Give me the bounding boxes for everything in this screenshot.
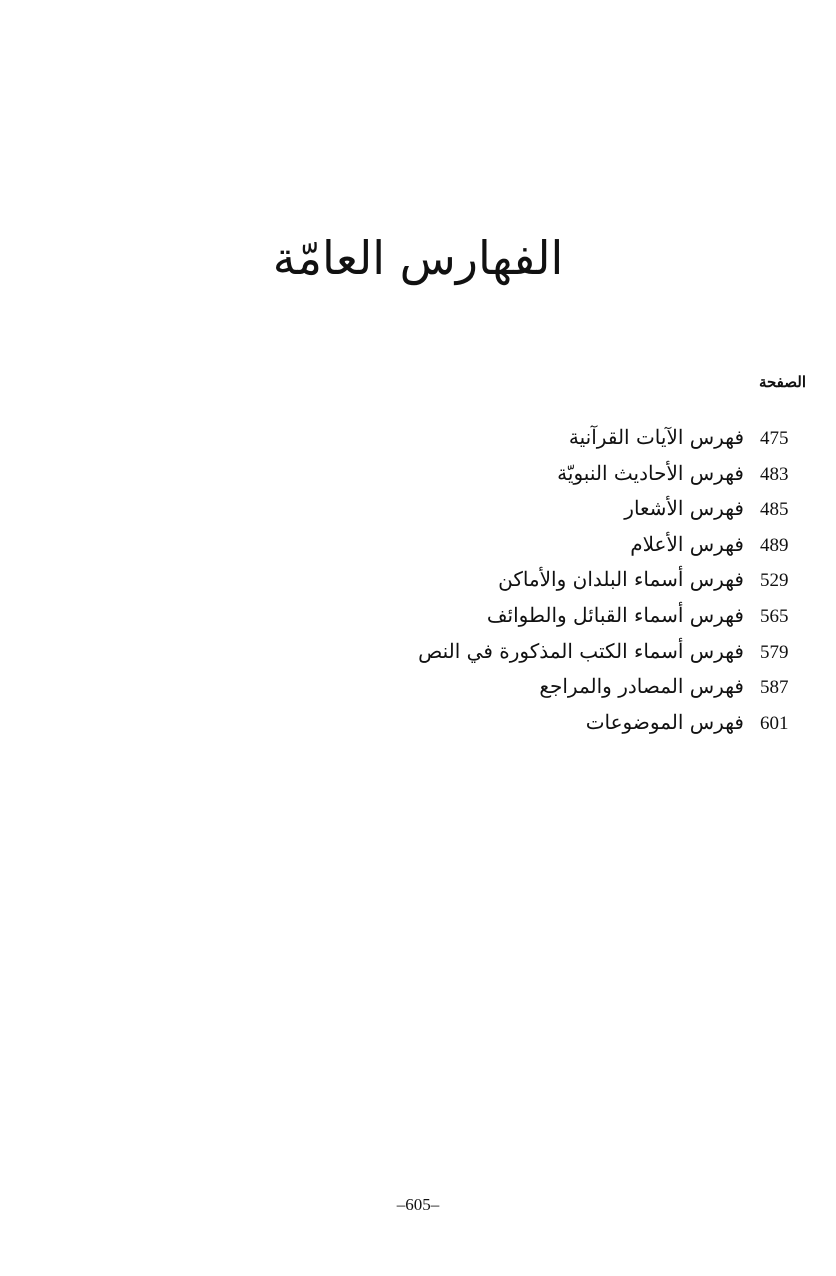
page-title: الفهارس العامّة [272,231,564,285]
index-entry [386,420,806,456]
index-entry [386,456,806,492]
index-entry [386,527,806,563]
index-entry [386,634,806,670]
index-entry-label: فهرس المصادر والمراجع [539,674,744,699]
index-entry-page: 579 [760,641,789,663]
index-entry-label: فهرس الأعلام [630,531,744,556]
index-entry-page: 529 [760,570,789,592]
index-entry-page: 489 [760,534,789,556]
index-list [386,420,806,740]
index-entry [386,562,806,598]
page-column-header: الصفحة [758,373,806,391]
index-entry-label: فهرس الأشعار [624,496,744,521]
index-entry [386,669,806,705]
index-entry-page: 485 [760,499,789,521]
index-entry-label: فهرس أسماء الكتب المذكورة في النص [418,638,744,663]
index-entry-page: 587 [760,677,789,699]
index-entry-page: 565 [760,605,789,627]
index-entry [386,491,806,527]
index-entry-label: فهرس الأحاديث النبويّة [557,460,744,485]
page-number: –605– [396,1195,440,1214]
index-entry-page: 483 [760,463,789,485]
index-entry-label: فهرس الموضوعات [585,709,744,734]
index-entry-label: فهرس الآيات القرآنية [568,425,744,449]
index-entry-label: فهرس أسماء القبائل والطوائف [486,602,744,627]
index-entry [386,598,806,634]
index-entry-label: فهرس أسماء البلدان والأماكن [498,567,744,592]
index-entry [386,705,806,741]
index-entry-page: 601 [760,712,789,734]
index-entry-page: 475 [760,428,789,449]
